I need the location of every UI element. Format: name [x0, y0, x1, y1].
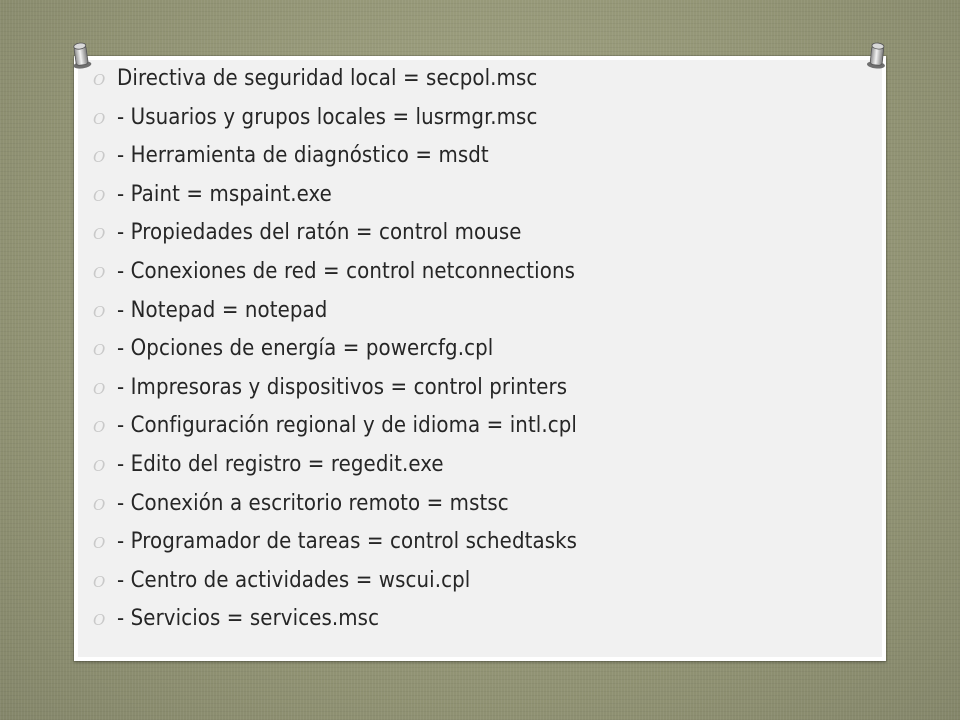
- list-item-text: - Configuración regional y de idioma = intl.cpl: [117, 413, 578, 439]
- list-item-text: - Notepad = notepad: [117, 297, 328, 323]
- list-item: [93, 214, 873, 253]
- list-item-text: - Programador de tareas = control schedtasks: [117, 529, 578, 555]
- list-item-text: - Edito del registro = regedit.exe: [117, 451, 444, 477]
- bullet-icon: O: [93, 456, 106, 475]
- list-item-text: Directiva de seguridad local = secpol.msc: [117, 66, 538, 91]
- list-item-text: - Propiedades del ratón = control mouse: [117, 220, 522, 246]
- list-item: [93, 253, 873, 292]
- list-item: [93, 446, 873, 485]
- list-item: [93, 176, 873, 215]
- bullet-icon: O: [93, 263, 106, 282]
- list-item: [93, 600, 873, 639]
- bullet-icon: O: [93, 379, 106, 398]
- list-item-text: - Conexión a escritorio remoto = mstsc: [117, 490, 509, 516]
- bullet-icon: O: [93, 148, 106, 167]
- bullet-icon: O: [93, 109, 106, 128]
- bullet-icon: O: [93, 341, 106, 360]
- bullet-icon: O: [93, 225, 106, 244]
- bullet-icon: O: [93, 572, 106, 591]
- bullet-icon: O: [93, 418, 106, 437]
- bullet-icon: O: [93, 611, 106, 630]
- list-item: [93, 137, 873, 176]
- list-item-text: - Usuarios y grupos locales = lusrmgr.msc: [117, 104, 538, 130]
- bullet-icon: O: [93, 534, 106, 553]
- list-item: [93, 523, 873, 562]
- list-item-text: - Servicios = services.msc: [117, 606, 380, 632]
- pushpin-icon: [68, 40, 94, 71]
- list-item-text: - Opciones de energía = powercfg.cpl: [117, 336, 494, 362]
- list-item: [93, 330, 873, 369]
- list-item: [93, 562, 873, 601]
- bullet-icon: O: [93, 186, 106, 205]
- list-item-text: - Centro de actividades = wscui.cpl: [117, 567, 471, 593]
- list-item-text: - Herramienta de diagnóstico = msdt: [117, 143, 489, 169]
- bullet-icon: O: [93, 71, 106, 89]
- list-item-text: - Impresoras y dispositivos = control printers: [117, 374, 568, 400]
- list-item: [93, 407, 873, 446]
- list-item-text: - Paint = mspaint.exe: [117, 181, 332, 207]
- list-item: [93, 369, 873, 408]
- list-item: [93, 485, 873, 524]
- list-item: [93, 60, 873, 99]
- list-item-text: - Conexiones de red = control netconnections: [117, 258, 576, 284]
- bullet-list: [93, 60, 873, 639]
- bullet-icon: O: [93, 495, 106, 514]
- bullet-icon: O: [93, 302, 106, 321]
- list-item: [93, 99, 873, 138]
- list-item: [93, 292, 873, 331]
